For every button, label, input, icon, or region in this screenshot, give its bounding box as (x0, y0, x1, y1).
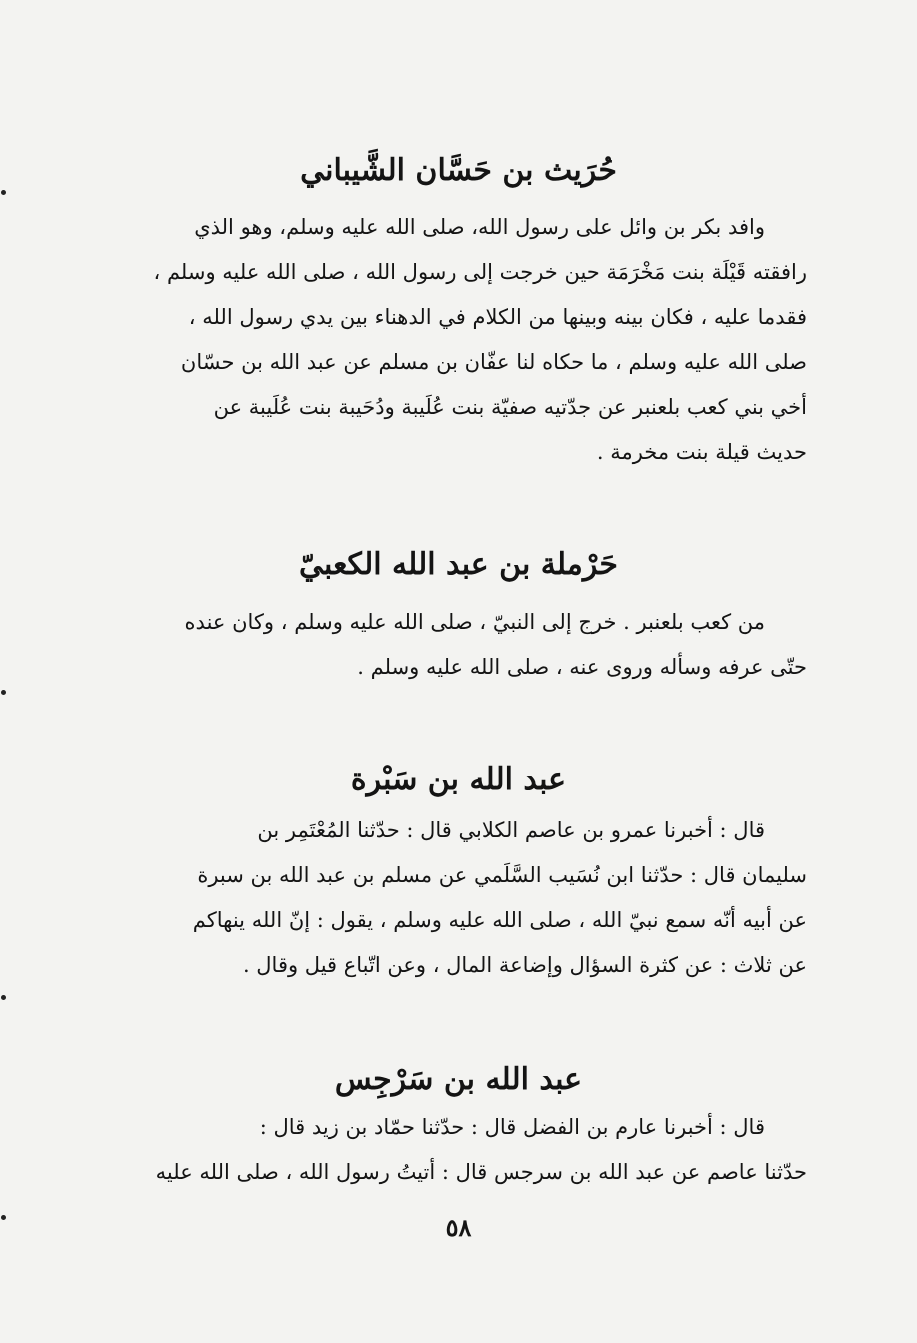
text-line: قال : أخبرنا عمرو بن عاصم الكلابي قال : حدّثنا المُعْتَمِر بن (257, 818, 765, 842)
text-line: فقدما عليه ، فكان بينه وبينها من الكلام في الدهناء بين يدي رسول الله ، (188, 305, 807, 329)
text-line: حديث قيلة بنت مخرمة . (596, 440, 807, 464)
text-line: حتّى عرفه وسأله وروى عنه ، صلى الله عليه وسلم . (357, 655, 807, 679)
paragraph-harmala (97, 600, 807, 690)
text-line: وافد بكر بن وائل على رسول الله، صلى الله عليه وسلم، وهو الذي (194, 215, 765, 239)
section-heading-huraith: حُرَيث بن حَسَّان الشَّيباني (300, 152, 617, 188)
paragraph-abdullah-ibn-sarjis (97, 1105, 807, 1195)
text-line: عن ثلاث : عن كثرة السؤال وإضاعة المال ، وعن اتّباع قيل وقال . (242, 953, 807, 977)
text-line: قال : أخبرنا عارم بن الفضل قال : حدّثنا حمّاد بن زيد قال : (259, 1115, 765, 1139)
scan-mark (1, 995, 6, 1000)
section-heading-abdullah-ibn-sabra: عبد الله بن سَبْرة (350, 761, 567, 797)
text-line: عن أبيه أنّه سمع نبيّ الله ، صلى الله عليه وسلم ، يقول : إنّ الله ينهاكم (192, 908, 807, 932)
paragraph-huraith (97, 205, 807, 475)
text-line: صلى الله عليه وسلم ، ما حكاه لنا عفّان بن مسلم عن عبد الله بن حسّان (180, 350, 807, 374)
text-line: من كعب بلعنبر . خرج إلى النبيّ ، صلى الله عليه وسلم ، وكان عنده (184, 610, 765, 634)
paragraph-abdullah-ibn-sabra (97, 808, 807, 988)
text-line: حدّثنا عاصم عن عبد الله بن سرجس قال : أتيتُ رسول الله ، صلى الله عليه (155, 1160, 807, 1184)
text-line: رافقته قَيْلَة بنت مَخْرَمَة حين خرجت إلى رسول الله ، صلى الله عليه وسلم ، (153, 260, 807, 284)
scan-mark (1, 690, 6, 695)
scan-mark (1, 190, 6, 195)
section-heading-abdullah-ibn-sarjis: عبد الله بن سَرْجِس (334, 1061, 583, 1097)
section-heading-harmala: حَرْملة بن عبد الله الكعبيّ (299, 546, 618, 582)
scan-mark (1, 1215, 6, 1220)
page-number: ٥٨ (445, 1213, 472, 1242)
text-line: سليمان قال : حدّثنا ابن نُسَيب السَّلَمي عن مسلم بن عبد الله بن سبرة (197, 863, 807, 887)
text-line: أخي بني كعب بلعنبر عن جدّتيه صفيّة بنت عُلَيبة ودُحَيبة بنت عُلَيبة عن (213, 395, 807, 419)
